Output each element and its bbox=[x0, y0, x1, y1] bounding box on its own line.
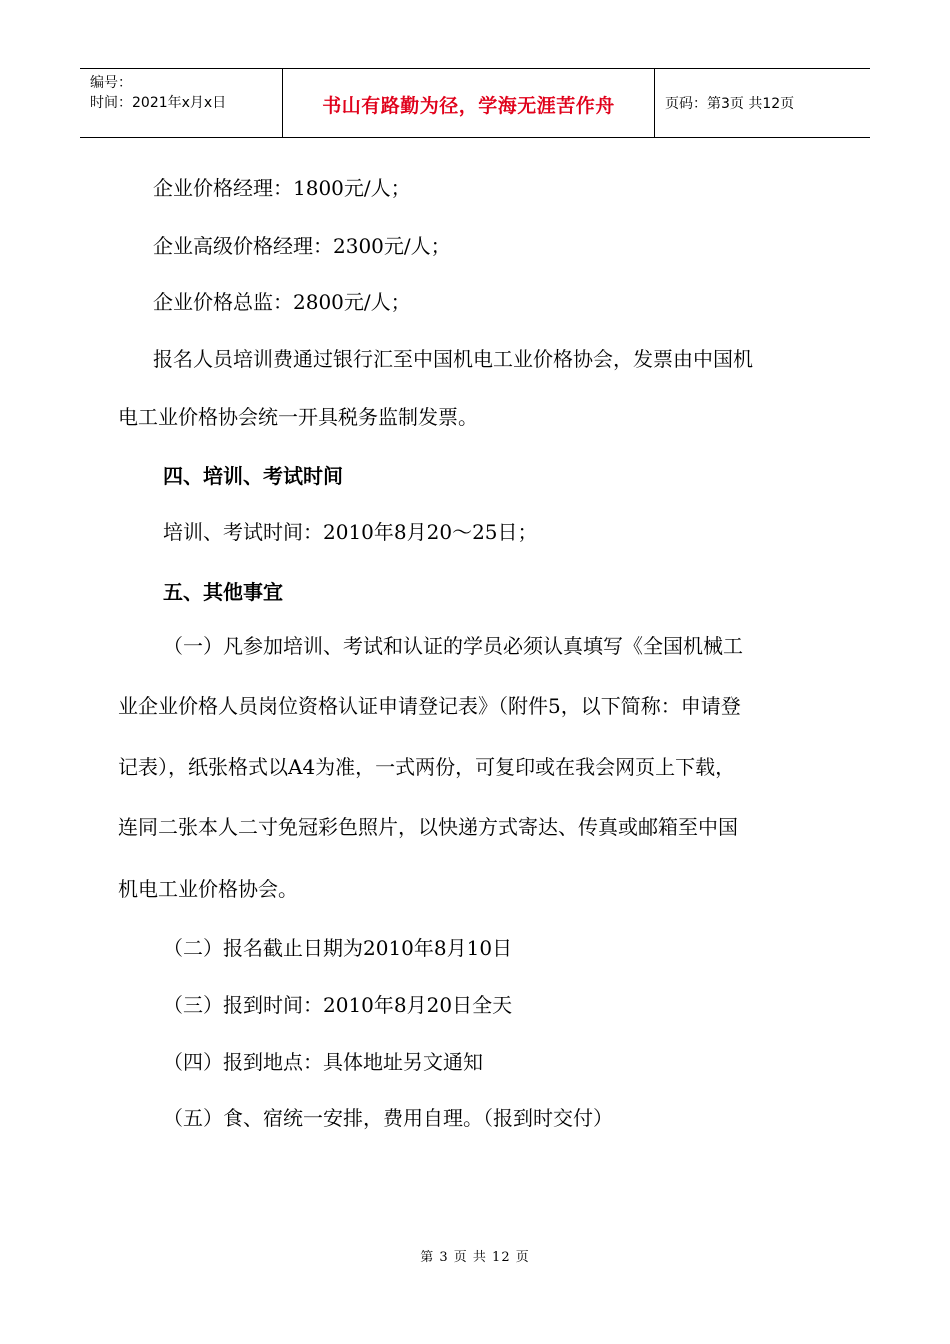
header-meta-cell bbox=[80, 69, 283, 137]
training-exam-time: 培训、考试时间：2010年8月20～25日； bbox=[163, 520, 538, 544]
item-accommodation: （五）食、宿统一安排，费用自理。（报到时交付） bbox=[163, 1106, 613, 1130]
payment-paragraph-line: 报名人员培训费通过银行汇至中国机电工业价格协会，发票由中国机 bbox=[153, 347, 753, 371]
header-motto: 书山有路勤为径，学海无涯苦作舟 bbox=[322, 95, 615, 117]
section-heading: 四、培训、考试时间 bbox=[163, 464, 343, 488]
document-date-label: 时间：2021年x月x日 bbox=[90, 95, 227, 111]
item-check-in-location: （四）报到地点：具体地址另文通知 bbox=[163, 1050, 483, 1074]
section-heading: 五、其他事宜 bbox=[163, 580, 283, 604]
item-paragraph-line: 连同二张本人二寸免冠彩色照片，以快递方式寄达、传真或邮箱至中国 bbox=[118, 815, 738, 839]
payment-paragraph-line: 电工业价格协会统一开具税务监制发票。 bbox=[118, 405, 478, 429]
fee-price-manager: 企业价格经理：1800元/人； bbox=[153, 176, 411, 200]
header-page-number: 页码：第3页 共12页 bbox=[665, 96, 795, 112]
header-page-cell bbox=[655, 69, 870, 137]
header-motto-cell bbox=[283, 69, 655, 137]
item-registration-deadline: （二）报名截止日期为2010年8月10日 bbox=[163, 936, 513, 960]
document-header bbox=[80, 68, 870, 138]
item-paragraph-line: 机电工业价格协会。 bbox=[118, 877, 298, 901]
item-check-in-time: （三）报到时间：2010年8月20日全天 bbox=[163, 993, 513, 1017]
item-paragraph-line: 记表），纸张格式以A4为准，一式两份，可复印或在我会网页上下载， bbox=[118, 755, 736, 779]
item-paragraph-line: （一）凡参加培训、考试和认证的学员必须认真填写《全国机械工 bbox=[163, 634, 743, 658]
item-paragraph-line: 业企业价格人员岗位资格认证申请登记表》（附件5，以下简称：申请登 bbox=[118, 694, 741, 718]
fee-senior-price-manager: 企业高级价格经理：2300元/人； bbox=[153, 234, 451, 258]
page-footer: 第 3 页 共 12 页 bbox=[420, 1250, 530, 1265]
fee-price-director: 企业价格总监：2800元/人； bbox=[153, 290, 411, 314]
document-number-label: 编号： bbox=[90, 75, 132, 91]
